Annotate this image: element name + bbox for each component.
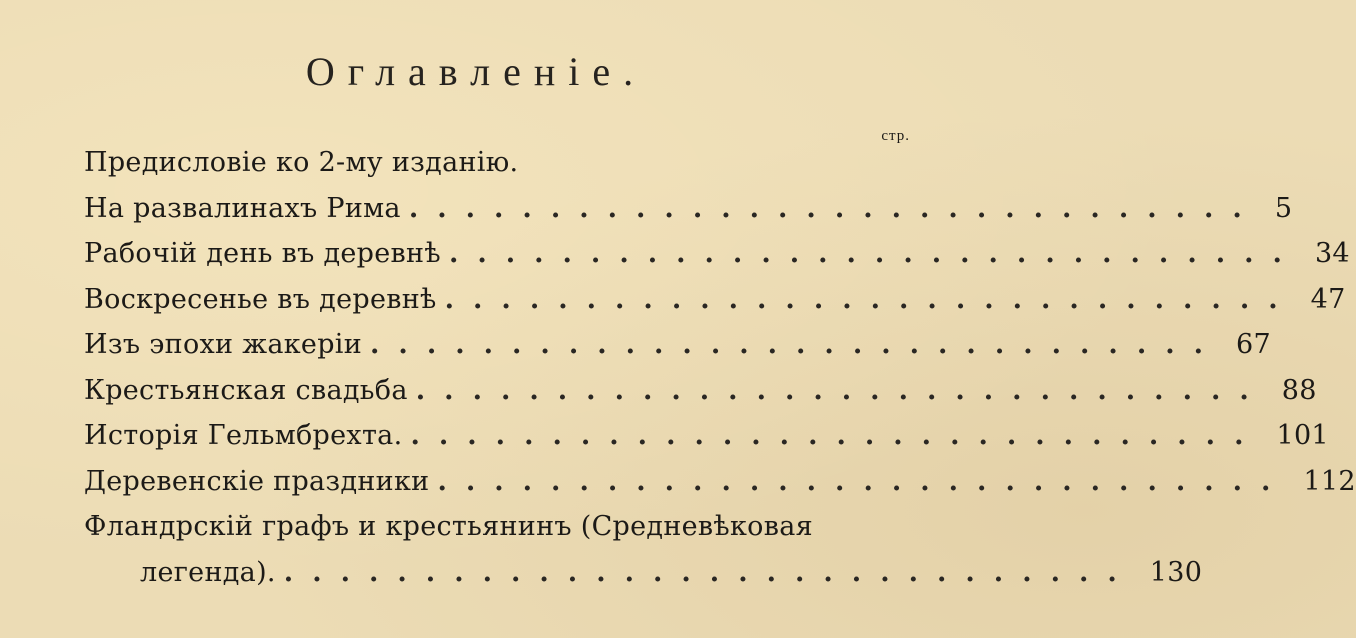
dot-leader: .............................. xyxy=(444,283,1297,315)
toc-page-number: 47 xyxy=(1310,283,1346,315)
table-of-contents xyxy=(84,140,1356,595)
toc-entry[interactable] xyxy=(84,277,1346,323)
toc-entry-title: Рабочiй день въ деревнѣ xyxy=(84,238,441,269)
toc-entry[interactable] xyxy=(84,368,1317,414)
toc-entry-preface[interactable] xyxy=(84,140,912,186)
toc-entry-title: легенда). xyxy=(140,556,276,588)
toc-entry-multiline-continuation[interactable] xyxy=(84,550,1203,596)
toc-page-number: 130 xyxy=(1149,556,1203,588)
toc-entry-title: Воскресенье въ деревнѣ xyxy=(84,283,437,315)
dot-leader: .............................. xyxy=(283,556,1136,588)
toc-entry-title: Исторiя Гельмбрехта. xyxy=(84,420,403,451)
toc-entry-title: Крестьянская свадьба xyxy=(84,374,408,406)
dot-leader: .............................. xyxy=(370,329,1223,360)
dot-leader: .............................. xyxy=(415,374,1268,406)
dot-leader: .............................. xyxy=(408,192,1261,224)
toc-entry-title: Фландрскiй графъ и крестьянинъ (Средневѣковая xyxy=(84,511,813,542)
toc-entry[interactable] xyxy=(84,231,1350,277)
toc-page-number: 34 xyxy=(1314,238,1350,269)
dot-leader: .............................. xyxy=(437,465,1290,497)
dot-leader: .............................. xyxy=(410,420,1263,451)
toc-page-number: 112 xyxy=(1303,465,1356,497)
toc-entry-title: Деревенскiе праздники xyxy=(84,465,430,497)
toc-page-number: 88 xyxy=(1281,374,1317,406)
toc-entry-title: Изъ эпохи жакерiи xyxy=(84,329,363,360)
toc-entry-title: Предисловiе ко 2-му изданiю. xyxy=(84,147,519,178)
toc-page-number: 5 xyxy=(1274,192,1293,224)
toc-entry[interactable] xyxy=(84,413,1329,459)
toc-page-number: 101 xyxy=(1276,420,1329,451)
page-column-label: стр. xyxy=(881,128,910,144)
toc-entry[interactable] xyxy=(84,322,1271,368)
page-title: Оглавленiе. xyxy=(305,49,647,94)
toc-entry[interactable] xyxy=(84,459,1356,505)
toc-page-number: 67 xyxy=(1236,329,1271,360)
toc-entry-title: На развалинахъ Рима xyxy=(84,192,401,224)
dot-leader: .............................. xyxy=(448,238,1301,269)
toc-entry[interactable] xyxy=(84,186,1293,232)
toc-entry-multiline-first[interactable] xyxy=(84,504,912,550)
